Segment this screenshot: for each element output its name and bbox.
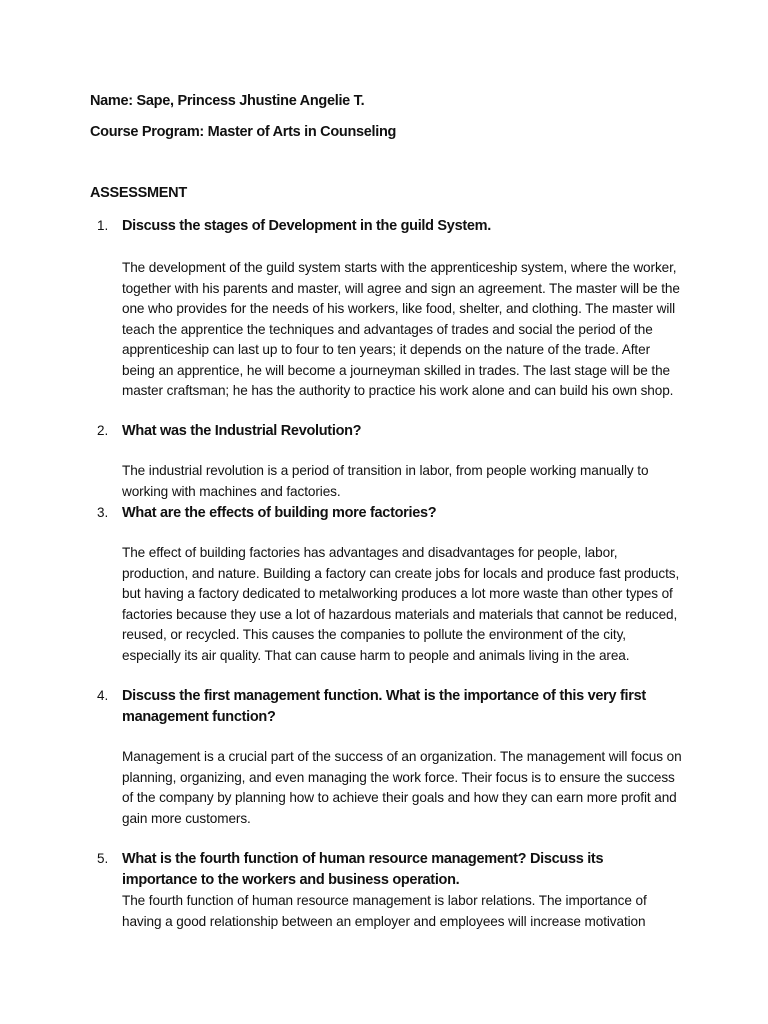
- question-title: What are the effects of building more factories?: [122, 505, 437, 521]
- question-title: What is the fourth function of human resource management? Discuss its importance to the workers and business operation.: [122, 851, 604, 888]
- question-title: What was the Industrial Revolution?: [122, 423, 362, 439]
- question-title: Discuss the stages of Development in the guild System.: [122, 218, 491, 234]
- question-title: Discuss the first management function. What is the importance of this very first management function?: [122, 688, 646, 725]
- section-heading: ASSESSMENT: [90, 185, 187, 201]
- answer-text: The industrial revolution is a period of transition in labor, from people working manually to working with machines and factories.: [122, 463, 649, 499]
- student-name: Name: Sape, Princess Jhustine Angelie T.: [90, 93, 365, 109]
- question-number: 2.: [97, 423, 109, 438]
- question-number: 4.: [97, 688, 109, 703]
- answer-text: The effect of building factories has advantages and disadvantages for people, labor, production, and nature. Building a factory can create jobs for locals and produce fast products, but having a factory dedicated to metalworking produces a lot more waste than other types of factories because they use a lot of hazardous materials and materials that cannot be reduced, reused, or recycled. This causes the companies to pollute the environment of the city, especially its air quality. That can cause harm to people and animals living in the area.: [122, 545, 680, 663]
- question-number: 3.: [97, 505, 109, 520]
- answer-text: The fourth function of human resource management is labor relations. The importance of having a good relationship between an employer and employees will increase motivation: [122, 893, 647, 929]
- answer-text: The development of the guild system starts with the apprenticeship system, where the worker, together with his parents and master, will agree and sign an agreement. The master will be the one who provides for the needs of his workers, like food, shelter, and clothing. The master will teach the apprentice the techniques and advantages of trades and social the period of the apprenticeship can last up to four to ten years; it depends on the nature of the trade. After being an apprentice, he will become a journeyman skilled in trades. The last stage will be the master craftsman; he has the authority to practice his work alone and can build his own shop.: [122, 260, 680, 398]
- question-number: 1.: [97, 218, 109, 233]
- question-number: 5.: [97, 851, 109, 866]
- answer-text: Management is a crucial part of the success of an organization. The management will focus on planning, organizing, and even managing the work force. Their focus is to ensure the success of the company by planning how to achieve their goals and how they can earn more profit and gain more customers.: [122, 749, 682, 826]
- course-program: Course Program: Master of Arts in Counseling: [90, 124, 397, 140]
